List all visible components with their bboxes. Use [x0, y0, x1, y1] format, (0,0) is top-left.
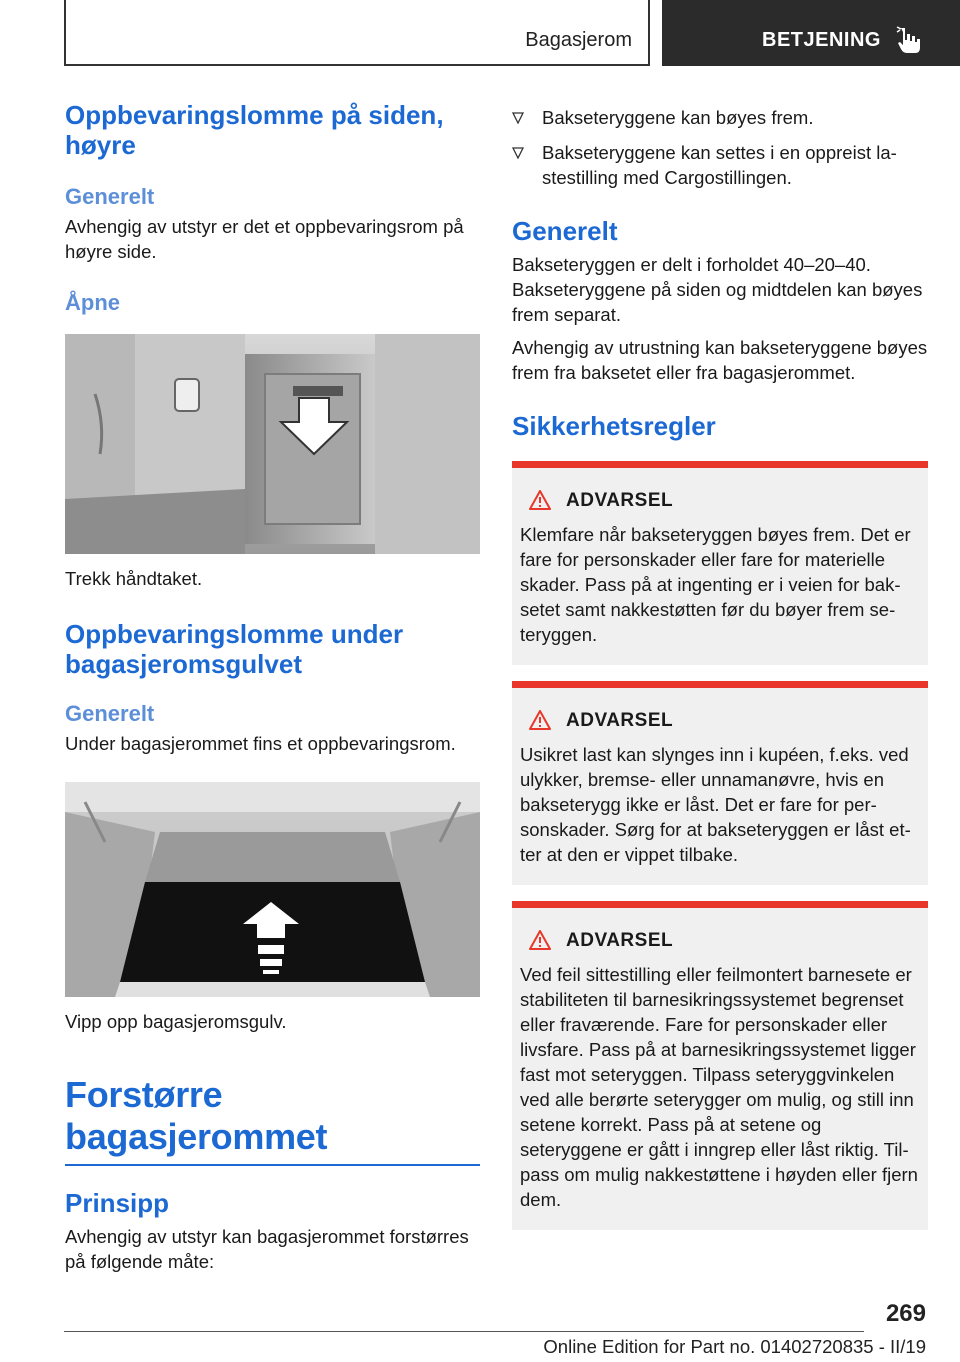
- figure-luggage-floor: [65, 782, 480, 997]
- paragraph-general-right-2: Avhengig av utrustning kan bakseteryggene bøyes frem fra baksetet eller fra bagasjerommet.: [512, 337, 928, 383]
- warning-triangle-icon: [528, 489, 552, 511]
- side-compartment-illustration: [65, 334, 480, 554]
- left-column: [65, 100, 480, 1274]
- page-number: 269: [885, 1300, 926, 1327]
- hand-pointer-icon: [896, 26, 922, 54]
- triangle-bullet-icon: [512, 112, 524, 124]
- heading-general-2: Generelt: [65, 701, 155, 726]
- paragraph-principle: Avhengig av utstyr kan bagasjerommet forstørres på følgende måte:: [65, 1226, 469, 1272]
- header-section-title: Bagasjerom: [525, 29, 632, 51]
- heading-general-right: Generelt: [512, 216, 618, 246]
- right-column: [512, 105, 928, 1230]
- warning-title: [520, 928, 920, 956]
- warning-text: Ved feil sittestilling eller feilmontert barnesete er stabiliteten til barnesikringssystemet begrenset eller fraværende. Fare for personskader eller livsfare. Pass på at barnesikringssystemet ligger fast mot seteryggen. Tilpass seteryggvinkelen ved alle berørte seterygger om mulig, og still inn setene korrekt. Pass på at setene og seteryggene er gått i inngrep eller låst riktig. Tilpass om mulig nakkestøttene i høyden eller fjern dem.: [520, 964, 918, 1210]
- bullet-item: [512, 140, 928, 190]
- heading-under-floor-pocket: Oppbevaringslomme under bagasjeromsgulvet: [65, 619, 404, 679]
- paragraph-general-1: Avhengig av utstyr er det et oppbevaringsrom på høyre side.: [65, 216, 464, 262]
- heading-side-pocket: Oppbevaringslomme på siden, høyre: [65, 100, 444, 160]
- caption-figure-2: Vipp opp bagasjeromsgulv.: [65, 1011, 287, 1032]
- heading-general-1: Generelt: [65, 184, 155, 209]
- warning-label: ADVARSEL: [566, 930, 674, 951]
- footer-edition: Online Edition for Part no. 01402720835 - II/19: [543, 1336, 926, 1357]
- triangle-bullet-icon: [512, 147, 524, 159]
- header-section-box: [64, 0, 650, 66]
- bullet-text: Bakseteryggene kan settes i en oppreist lastestilling med Cargostillingen.: [542, 142, 897, 188]
- figure-side-compartment: [65, 334, 480, 554]
- footer-divider: [64, 1331, 864, 1332]
- warning-box: [512, 681, 928, 885]
- header-chapter-title: BETJENING: [762, 29, 881, 51]
- paragraph-general-2: Under bagasjerommet fins et oppbevaringsrom.: [65, 733, 456, 754]
- warning-label: ADVARSEL: [566, 710, 674, 731]
- paragraph-general-right-1: Bakseteryggen er delt i forholdet 40–20–40. Bakseteryggene på siden og midtdelen kan bøyes frem separat.: [512, 254, 923, 325]
- warning-title: [520, 488, 920, 516]
- heading-safety-rules: Sikkerhetsregler: [512, 411, 716, 441]
- warning-title: [520, 708, 920, 736]
- warning-text: Usikret last kan slynges inn i kupéen, f.eks. ved ulykker, bremse- eller unnamanøvre, hvis en bakseterygg ikke er låst. Det er fare for personskader. Sørg for at bakseteryggen er låst etter at den er vippet tilbake.: [520, 744, 911, 865]
- header-chapter-box: [662, 0, 960, 66]
- bullet-text: Bakseteryggene kan bøyes frem.: [542, 107, 814, 128]
- luggage-floor-illustration: [65, 782, 480, 997]
- warning-triangle-icon: [528, 709, 552, 731]
- warning-box: [512, 901, 928, 1230]
- bullet-item: [512, 105, 928, 130]
- heading-open: Åpne: [65, 290, 120, 315]
- caption-figure-1: Trekk håndtaket.: [65, 568, 203, 589]
- warning-triangle-icon: [528, 929, 552, 951]
- warning-text: Klemfare når bakseteryggen bøyes frem. Det er fare for personskader eller fare for materielle skader. Pass på at ingenting er i veien for baksetet samt nakkestøtten før du bøyer frem seteryggen.: [520, 524, 911, 645]
- warning-label: ADVARSEL: [566, 490, 674, 511]
- heading-principle: Prinsipp: [65, 1188, 170, 1218]
- warning-box: [512, 461, 928, 665]
- heading-underline: [65, 1164, 480, 1166]
- heading-enlarge-trunk: Forstørre bagasjerommet: [65, 1074, 328, 1157]
